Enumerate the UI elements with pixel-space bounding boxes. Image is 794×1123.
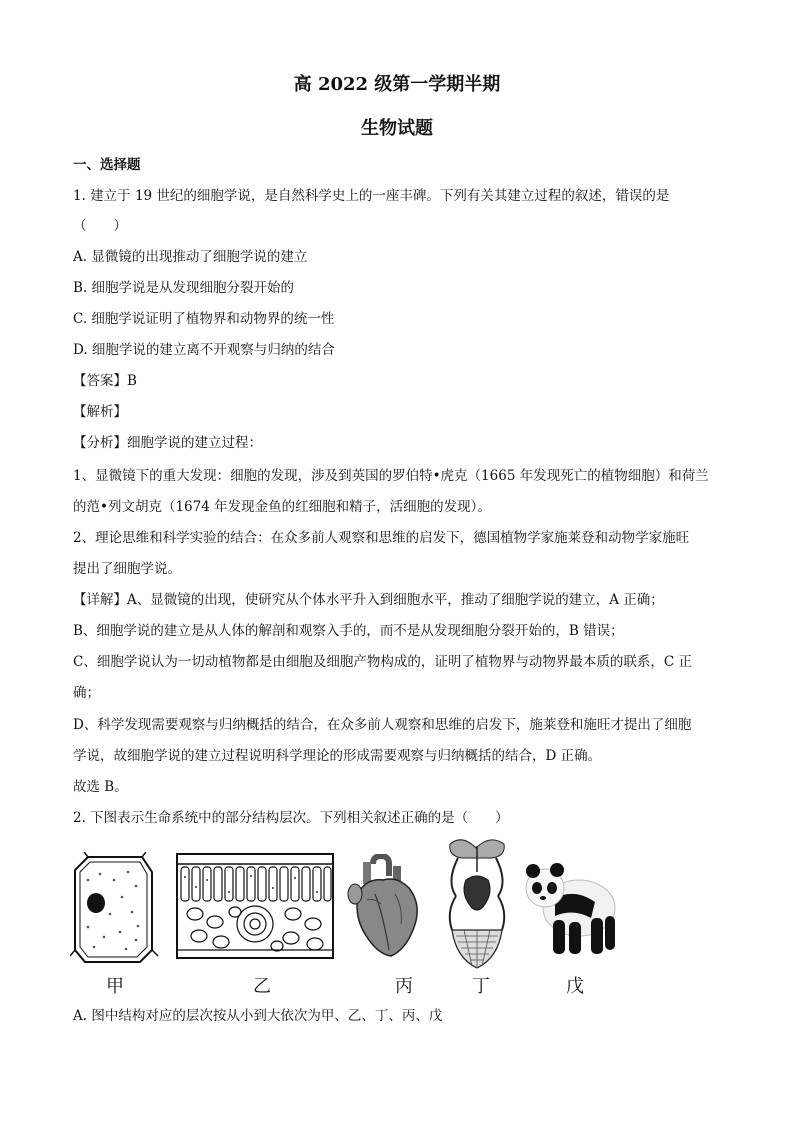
option-a: A. 显微镜的出现推动了细胞学说的建立 <box>73 249 308 265</box>
figure-label-bing: 丙 <box>395 976 413 997</box>
analysis-line: 故选 B。 <box>73 779 128 795</box>
question-1-bracket: （ ） <box>73 218 127 234</box>
analysis-line: 提出了细胞学说。 <box>73 561 181 577</box>
analysis-tag: 【解析】 <box>73 404 127 420</box>
question-1-stem: 1. 建立于 19 世纪的细胞学说，是自然科学史上的一座丰碑。下列有关其建立过程的叙述，错误的是 <box>73 188 670 204</box>
question-2-option-a: A. 图中结构对应的层次按从小到大依次为甲、乙、丁、丙、戊 <box>73 1008 443 1024</box>
circulatory-system-illustration <box>442 832 512 972</box>
analysis-line: 【分析】细胞学说的建立过程： <box>73 435 262 451</box>
analysis-line: 1、显微镜下的重大发现：细胞的发现，涉及到英国的罗伯特•虎克（1665 年发现死亡的植物细胞）和荷兰 <box>73 468 709 484</box>
option-d: D. 细胞学说的建立离不开观察与归纳的结合 <box>73 342 335 358</box>
question-2-stem: 2. 下图表示生命系统中的部分结构层次。下列相关叙述正确的是（ ） <box>73 810 509 826</box>
plant-cell-illustration <box>70 852 160 967</box>
analysis-line: C、细胞学说认为一切动植物都是由细胞及细胞产物构成的，证明了植物界与动物界最本质的联系，C 正 <box>73 654 692 670</box>
page-title: 高 2022 级第一学期半期 <box>293 74 501 95</box>
figure-label-yi: 乙 <box>253 976 271 997</box>
heart-illustration <box>345 854 425 959</box>
option-c: C. 细胞学说证明了植物界和动物界的统一性 <box>73 311 335 327</box>
section-heading: 一、选择题 <box>73 157 141 173</box>
option-b: B. 细胞学说是从发现细胞分裂开始的 <box>73 280 295 296</box>
analysis-line: B、细胞学说的建立是从人体的解剖和观察入手的，而不是从发现细胞分裂开始的，B 错误； <box>73 623 624 639</box>
analysis-line: 2、理论思维和科学实验的结合：在众多前人观察和思维的启发下，德国植物学家施莱登和动物学家施旺 <box>73 530 690 546</box>
answer: 【答案】B <box>73 373 137 389</box>
structure-levels-figure <box>70 832 630 1002</box>
figure-label-wu: 戊 <box>566 976 584 997</box>
page-subtitle: 生物试题 <box>361 118 433 139</box>
analysis-line: 学说，故细胞学说的建立过程说明科学理论的形成需要观察与归纳概括的结合，D 正确。 <box>73 748 602 764</box>
analysis-line: 【详解】A、显微镜的出现，使研究从个体水平升入到细胞水平，推动了细胞学说的建立，A 正确； <box>73 592 664 608</box>
figure-label-jia: 甲 <box>106 976 124 997</box>
figure-label-ding: 丁 <box>472 976 490 997</box>
analysis-line: 的范•列文胡克（1674 年发现金鱼的红细胞和精子，活细胞的发现）。 <box>73 499 491 515</box>
analysis-line: D、科学发现需要观察与归纳概括的结合，在众多前人观察和思维的启发下，施莱登和施旺才提出了细胞 <box>73 717 692 733</box>
panda-illustration <box>525 858 620 958</box>
leaf-tissue-illustration <box>175 852 335 960</box>
analysis-line: 确； <box>73 685 100 701</box>
